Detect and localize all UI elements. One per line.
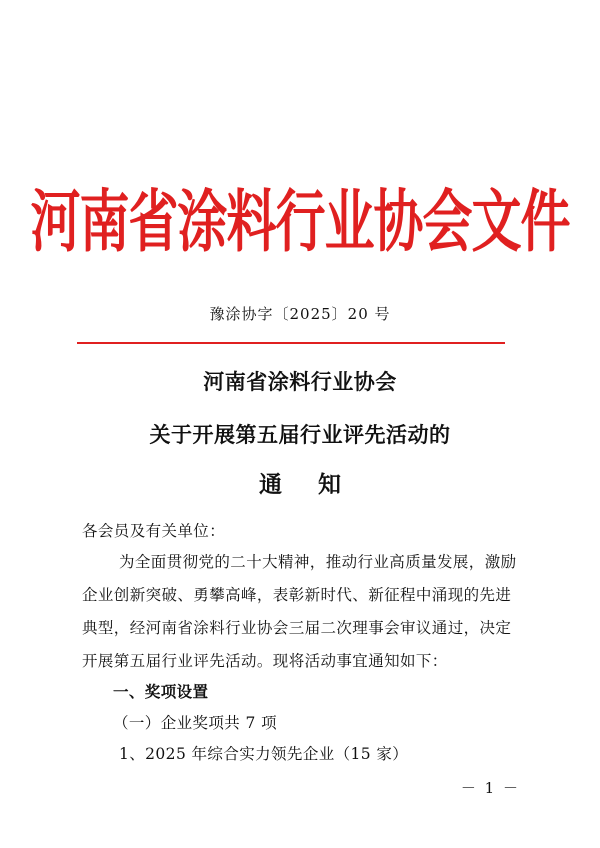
paragraph-line: 企业创新突破、勇攀高峰，表彰新时代、新征程中涌现的先进 bbox=[82, 586, 512, 604]
notice-title-type: 通 知 bbox=[258, 471, 355, 498]
salutation: 各会员及有关单位： bbox=[82, 522, 226, 540]
notice-title-subject: 关于开展第五届行业评先活动的 bbox=[149, 422, 451, 447]
document-masthead: 河南省涂料行业协会文件 bbox=[30, 182, 570, 262]
paragraph-line: 为全面贯彻党的二十大精神，推动行业高质量发展，激励 bbox=[119, 553, 517, 571]
award-item: 1、2025 年综合实力领先企业（15 家） bbox=[119, 745, 409, 763]
section-heading-awards: 一、奖项设置 bbox=[113, 683, 209, 701]
paragraph-line: 开展第五届行业评先活动。现将活动事宜通知如下： bbox=[82, 652, 448, 670]
red-separator-line bbox=[77, 342, 505, 344]
subsection-heading-enterprise-awards: （一）企业奖项共 7 项 bbox=[113, 714, 278, 732]
document-number: 豫涂协字〔2025〕20 号 bbox=[209, 305, 391, 323]
notice-title-organization: 河南省涂料行业协会 bbox=[203, 369, 397, 394]
paragraph-line: 典型，经河南省涂料行业协会三届二次理事会审议通过，决定 bbox=[82, 619, 512, 637]
page-number: － 1 － bbox=[460, 779, 520, 797]
